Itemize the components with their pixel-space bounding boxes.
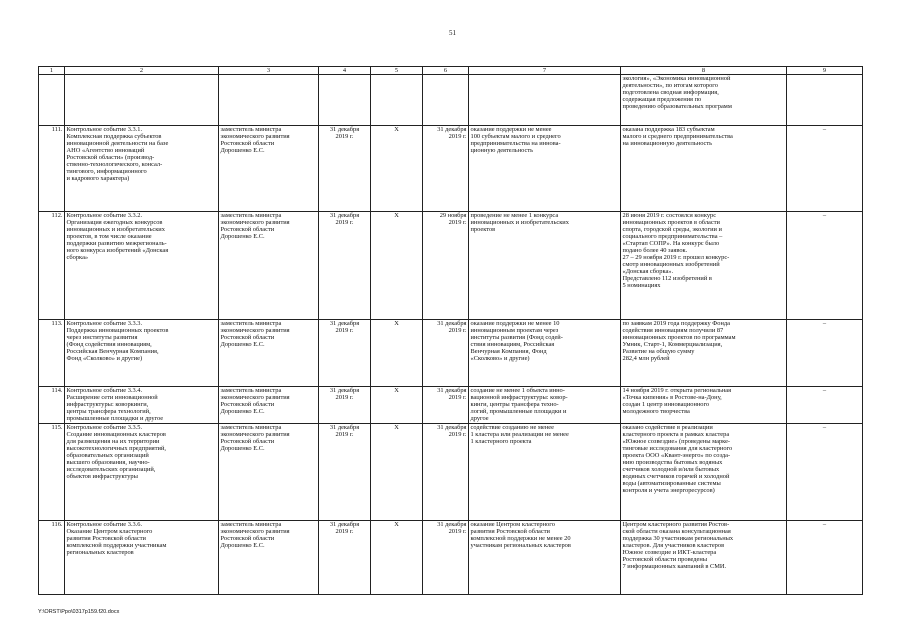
text-line: объектов инфраструктуры [66, 473, 138, 481]
text-line: инновационной деятельности на базе [66, 140, 169, 148]
text-line: Дорошенко Е.С. [220, 542, 265, 550]
text-line: Контрольное событие 3.3.4. [66, 387, 143, 394]
text-line: промышленные площадки и другое [66, 415, 164, 423]
text-line: 31 декабря [437, 424, 467, 431]
responsible-person [219, 320, 319, 387]
note: – [787, 126, 863, 212]
text-line: развития Ростовской области [66, 535, 146, 543]
note: – [787, 424, 863, 521]
control-event [65, 387, 219, 424]
text-line: содействия инновациям получили 87 [622, 327, 724, 335]
text-line: смотр инновационных изобретений [622, 261, 720, 269]
text-line: инновационных и изобретательских [66, 226, 165, 234]
text-line: Ростовской области [220, 401, 275, 409]
control-event [65, 320, 219, 387]
text-line: сборка» [66, 254, 89, 262]
column-number: 2 [65, 67, 219, 75]
text-line: подготовлена сводная информация, [622, 89, 719, 97]
control-event [65, 126, 219, 212]
row-number: 112. [39, 212, 65, 320]
text-line: Ростовской области проведены [622, 556, 708, 564]
text-line: предпринимательства на иннова- [470, 140, 561, 148]
text-line: Ростовской области [220, 226, 275, 234]
text-line: нию производства бытовых водяных [622, 459, 723, 467]
text-line: 14 ноября 2019 г. открыта региональная [622, 387, 732, 394]
text-line: создание не менее 1 объекта инно- [470, 387, 565, 394]
text-line: Расширение сети инновационной [66, 394, 158, 402]
text-line: ской области оказана консультационная [622, 528, 731, 536]
text-line: исследовательских организаций, [66, 466, 156, 474]
text-line: проведение не менее 1 конкурса [470, 212, 559, 219]
text-line: 31 декабря [329, 387, 360, 394]
expected-result [469, 424, 621, 521]
text-line: 100 субъектам малого и среднего [470, 133, 561, 141]
column-number: 7 [469, 67, 621, 75]
responsible-person [219, 126, 319, 212]
text-line: Комплексная поддержка субъектов [66, 133, 162, 141]
text-line: инновационных проектов по программам [622, 334, 736, 342]
text-line: Венчурная Компания, Фонд [470, 348, 547, 356]
table-row [39, 320, 863, 387]
expected-result [469, 320, 621, 387]
text-line: 2019 г. [335, 327, 354, 335]
text-line: Контрольное событие 3.3.6. [66, 521, 143, 528]
text-line: по заявкам 2019 года поддержку Фонда [622, 320, 730, 327]
text-line: высокотехнологичных предприятий, [66, 445, 166, 453]
note: – [787, 521, 863, 595]
text-line: Умник, Старт-1, Коммерциализация, [622, 341, 723, 349]
text-line: 28 июня 2019 г. состоялся конкурс [622, 212, 717, 219]
text-line: 31 декабря [329, 521, 360, 528]
text-line: участникам региональных кластеров [470, 542, 571, 550]
actual-date [423, 387, 469, 424]
execution-status [621, 387, 787, 424]
text-line: социального предпринимательства – [622, 233, 723, 241]
column-number: 8 [621, 67, 787, 75]
text-line: ного конкурса изобретений «Донская [66, 247, 169, 255]
text-line: вационной инфраструктуры: ковор- [470, 394, 568, 402]
text-line: Дорошенко Е.С. [220, 408, 265, 416]
text-line: 31 декабря [329, 424, 360, 431]
text-line: на инновационную деятельность [622, 140, 713, 148]
text-line: создан 1 центр инновационного [622, 401, 710, 409]
text-line: Центром кластерного развития Ростов- [622, 521, 730, 528]
text-line: кластерного проекта в рамках кластера [622, 431, 730, 439]
text-line: другое [470, 415, 489, 423]
text-line: «Сколково» и другие) [470, 355, 530, 363]
text-line: Поддержка инновационных проектов [66, 327, 169, 335]
text-line: Дорошенко Е.С. [220, 341, 265, 349]
text-line: Ростовской области [220, 535, 275, 543]
text-line: 282,4 млн рублей [622, 355, 670, 363]
text-line: оказание поддержки не менее [470, 126, 552, 133]
text-line: Российская Венчурная Компания, [66, 348, 159, 356]
text-line: молодежного творчества [622, 408, 690, 416]
control-event [65, 521, 219, 595]
text-line: «Донская сборка». [622, 268, 674, 276]
continuation-status-text [621, 75, 787, 126]
text-line: комплексной поддержки не менее 20 [470, 535, 571, 543]
text-line: оказание Центром кластерного [470, 521, 555, 528]
column-5-mark: Х [371, 521, 423, 595]
text-line: Развитие на общую сумму [622, 348, 695, 356]
text-line: развития Ростовской области [470, 528, 550, 536]
text-line: 2019 г. [335, 528, 354, 536]
column-number: 9 [787, 67, 863, 75]
actual-date [423, 212, 469, 320]
execution-status [621, 320, 787, 387]
execution-status [621, 424, 787, 521]
text-line: 27 – 29 ноября 2019 г. прошел конкурс- [622, 254, 730, 262]
text-line: заместитель министра [220, 212, 282, 219]
text-line: поддержки развитию межрегиональ- [66, 240, 167, 248]
text-line: оказана поддержка 183 субъектам [622, 126, 715, 133]
text-line: Контрольное событие 3.3.5. [66, 424, 143, 431]
text-line: деятельности», по итогам которого [622, 82, 718, 90]
text-line: Ростовской области» (производ- [66, 154, 155, 162]
control-event [65, 212, 219, 320]
expected-result [469, 212, 621, 320]
text-line: 31 декабря [437, 126, 467, 133]
text-line: Ростовской области [220, 334, 275, 342]
expected-result [469, 126, 621, 212]
text-line: водяных счетчиков горячей и холодной [622, 473, 730, 481]
text-line: ствия инновациям, Российская [470, 341, 555, 349]
text-line: комплексной поддержки участникам [66, 542, 167, 550]
table-row [39, 521, 863, 595]
text-line: заместитель министра [220, 320, 282, 327]
text-line: для размещения на их территории [66, 438, 160, 446]
row-number: 111. [39, 126, 65, 212]
text-line: центры трансфера технологий, [66, 408, 151, 416]
text-line: 2019 г. [448, 528, 467, 536]
responsible-person [219, 521, 319, 595]
text-line: малого и среднего предпринимательства [622, 133, 733, 141]
table-row [39, 424, 863, 521]
text-line: высшего образования, научно- [66, 459, 150, 467]
text-line: содействие созданию не менее [470, 424, 554, 431]
text-line: 29 ноября [439, 212, 467, 219]
text-line: тингового, информационного [66, 168, 147, 176]
text-line: (Фонд содействия инновациям, [66, 341, 152, 349]
text-line: экономического развития [220, 394, 290, 402]
text-line: логий, промышленные площадки и [470, 408, 567, 416]
text-line: экология», «Экономика инновационной [622, 75, 731, 82]
text-line: содержащая предложения по [622, 96, 702, 104]
planned-date [319, 212, 371, 320]
text-line: АНО «Агентство инноваций [66, 147, 145, 155]
responsible-person [219, 212, 319, 320]
row-number: 116. [39, 521, 65, 595]
table-row [39, 212, 863, 320]
text-line: ционную деятельность [470, 147, 534, 155]
text-line: Оказание Центром кластерного [66, 528, 153, 536]
text-line: проекта ООО «Квант-энерго» по созда- [622, 452, 731, 460]
expected-result [469, 387, 621, 424]
text-line: Дорошенко Е.С. [220, 147, 265, 155]
text-line: счетчиков холодной и/или бытовых [622, 466, 720, 474]
text-line: проведению образовательных программ [622, 103, 732, 111]
text-line: 1 кластера или реализации не менее [470, 431, 569, 439]
text-line: оказано содействие в реализации [622, 424, 713, 431]
execution-status [621, 521, 787, 595]
text-line: проектов [470, 226, 496, 234]
text-line: 2019 г. [448, 327, 467, 335]
planned-date [319, 424, 371, 521]
execution-status [621, 212, 787, 320]
text-line: кластеров. Для участников кластеров [622, 542, 725, 550]
row-number: 114. [39, 387, 65, 424]
text-line: 2019 г. [335, 394, 354, 402]
text-line: Создание инновационных кластеров [66, 431, 166, 439]
row-number: 113. [39, 320, 65, 387]
text-line: «Точка кипения» в Ростове-на-Дону, [622, 394, 722, 402]
column-number: 6 [423, 67, 469, 75]
text-line: заместитель министра [220, 126, 282, 133]
text-line: 2019 г. [335, 431, 354, 439]
text-line: образовательных организаций [66, 452, 149, 460]
row-number: 115. [39, 424, 65, 521]
text-line: региональных кластеров [66, 549, 134, 557]
text-line: заместитель министра [220, 424, 282, 431]
text-line: воды (автоматизированные системы [622, 480, 721, 488]
table-row [39, 126, 863, 212]
report-table [38, 66, 863, 595]
actual-date [423, 320, 469, 387]
note: – [787, 212, 863, 320]
planned-date [319, 126, 371, 212]
planned-date [319, 521, 371, 595]
actual-date [423, 126, 469, 212]
text-line: подано более 40 заявок. [622, 247, 688, 255]
text-line: инфраструктуры: коворкинги, [66, 401, 149, 409]
execution-status [621, 126, 787, 212]
text-line: 1 кластерного проекта [470, 438, 532, 446]
text-line: заместитель министра [220, 387, 282, 394]
text-line: Фонд «Сколково» и другие) [66, 355, 143, 363]
file-path-footer: Y:\ORST\Ppo\0317p159.f20.docx [38, 609, 120, 615]
text-line: «Южное созвездие» (проведены марке- [622, 438, 731, 446]
text-line: Организация ежегодных конкурсов [66, 219, 163, 227]
text-line: 2019 г. [448, 133, 467, 141]
text-line: 5 номинациях [622, 282, 661, 290]
text-line: 2019 г. [448, 219, 467, 227]
text-line: экономического развития [220, 133, 290, 141]
text-line: проектов, в том числе оказание [66, 233, 152, 241]
text-line: институты развития (Фонд содей- [470, 334, 563, 342]
text-line: инновационных проектов в области [622, 219, 720, 227]
responsible-person [219, 424, 319, 521]
actual-date [423, 521, 469, 595]
text-line: Контрольное событие 3.3.1. [66, 126, 143, 133]
column-5-mark: Х [371, 387, 423, 424]
text-line: 31 декабря [329, 212, 360, 219]
column-5-mark: Х [371, 126, 423, 212]
planned-date [319, 387, 371, 424]
column-5-mark: Х [371, 424, 423, 521]
text-line: кинги, центры трансфера техно- [470, 401, 559, 409]
text-line: Контрольное событие 3.3.2. [66, 212, 143, 219]
text-line: экономического развития [220, 431, 290, 439]
note: – [787, 387, 863, 424]
column-5-mark: Х [371, 212, 423, 320]
text-line: 31 декабря [437, 320, 467, 327]
responsible-person [219, 387, 319, 424]
text-line: экономического развития [220, 219, 290, 227]
text-line: 2019 г. [448, 394, 467, 402]
text-line: 31 декабря [329, 126, 360, 133]
expected-result [469, 521, 621, 595]
text-line: и кадрового характера) [66, 175, 130, 183]
text-line: Южное созвездие и ИКТ-кластера [622, 549, 717, 557]
text-line: тинговые исследования для кластерного [622, 445, 733, 453]
text-line: поддержка 30 участникам региональных [622, 535, 734, 543]
text-line: через институты развития [66, 334, 138, 342]
table-row [39, 387, 863, 424]
actual-date [423, 424, 469, 521]
text-line: инновационным проектам через [470, 327, 559, 335]
column-number: 4 [319, 67, 371, 75]
text-line: заместитель министра [220, 521, 282, 528]
text-line: оказание поддержки не менее 10 [470, 320, 560, 327]
text-line: «Стартап СОПР». На конкурс было [622, 240, 720, 248]
text-line: 2019 г. [335, 133, 354, 141]
text-line: 31 декабря [437, 521, 467, 528]
text-line: Ростовской области [220, 438, 275, 446]
text-line: Представлено 112 изобретений в [622, 275, 712, 283]
text-line: 7 информационных кампаний в СМИ. [622, 563, 727, 571]
planned-date [319, 320, 371, 387]
text-line: экономического развития [220, 528, 290, 536]
text-line: инновационных и изобретательских [470, 219, 569, 227]
column-5-mark: Х [371, 320, 423, 387]
text-line: контроля и учета энергоресурсов) [622, 487, 715, 495]
text-line: Дорошенко Е.С. [220, 233, 265, 241]
column-number: 5 [371, 67, 423, 75]
text-line: Контрольное событие 3.3.3. [66, 320, 143, 327]
column-number-row [39, 67, 863, 75]
text-line: 31 декабря [329, 320, 360, 327]
text-line: спорта, городской среды, экологии и [622, 226, 722, 234]
page-number: 51 [449, 29, 456, 37]
text-line: экономического развития [220, 327, 290, 335]
text-line: 31 декабря [437, 387, 467, 394]
text-line: ственно-технологического, консал- [66, 161, 163, 169]
continuation-row [39, 75, 863, 126]
text-line: Дорошенко Е.С. [220, 445, 265, 453]
text-line: 2019 г. [448, 431, 467, 439]
text-line: 2019 г. [335, 219, 354, 227]
control-event [65, 424, 219, 521]
note: – [787, 320, 863, 387]
column-number: 1 [39, 67, 65, 75]
column-number: 3 [219, 67, 319, 75]
text-line: Ростовской области [220, 140, 275, 148]
